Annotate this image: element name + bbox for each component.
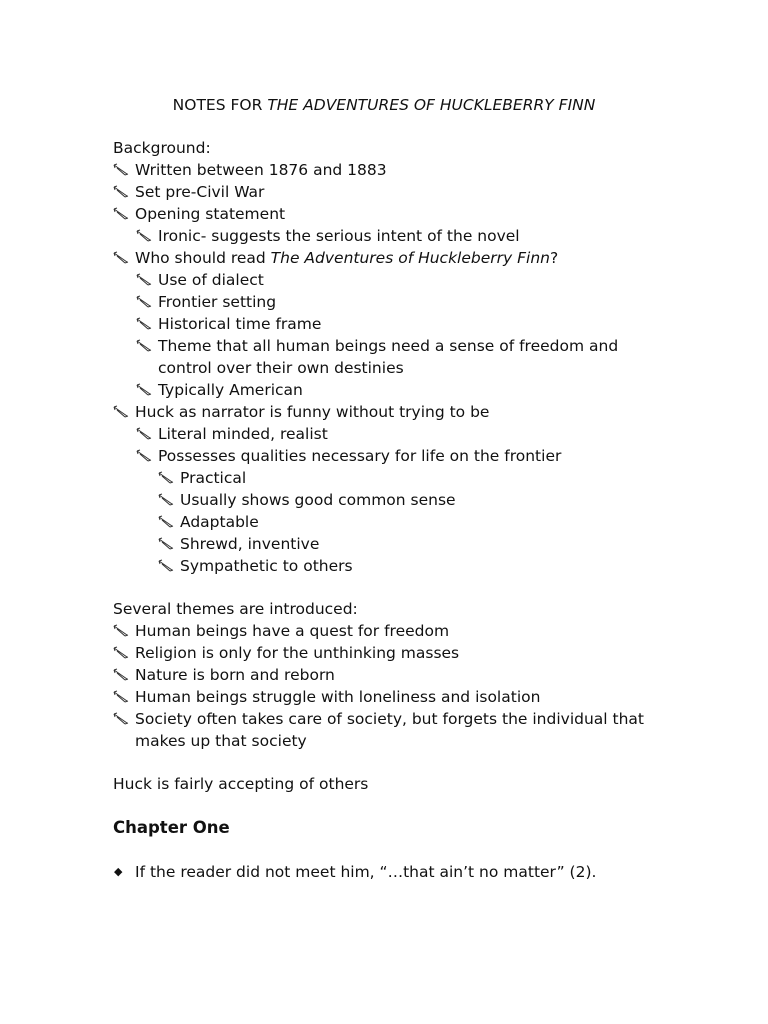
pen-bullet-icon xyxy=(113,405,129,419)
list-item: Ironic- suggests the serious intent of the novel xyxy=(158,227,520,245)
list-item-text: Who should read xyxy=(135,249,271,267)
list-item: Shrewd, inventive xyxy=(180,535,320,553)
list-item: Religion is only for the unthinking masses xyxy=(135,644,460,662)
list-item: Frontier setting xyxy=(158,293,277,311)
list-item: Society often takes care of society, but forgets the individual that xyxy=(135,710,644,728)
pen-bullet-icon xyxy=(136,339,152,353)
chapter-heading: Chapter One xyxy=(113,818,230,837)
list-item: Typically American xyxy=(158,381,303,399)
huck-note: Huck is fairly accepting of others xyxy=(113,775,369,793)
list-item: Possesses qualities necessary for life on the frontier xyxy=(158,447,562,465)
pen-bullet-icon xyxy=(113,185,129,199)
pen-bullet-icon xyxy=(113,690,129,704)
pen-bullet-icon xyxy=(136,317,152,331)
pen-bullet-icon xyxy=(158,515,174,529)
title-prefix: NOTES FOR xyxy=(172,96,268,114)
pen-bullet-icon xyxy=(136,229,152,243)
pen-bullet-icon xyxy=(136,273,152,287)
pen-bullet-icon xyxy=(113,624,129,638)
list-item: Historical time frame xyxy=(158,315,322,333)
pen-bullet-icon xyxy=(113,163,129,177)
list-item: Usually shows good common sense xyxy=(180,491,456,509)
list-item: Use of dialect xyxy=(158,271,264,289)
list-item: Written between 1876 and 1883 xyxy=(135,161,387,179)
list-item: Sympathetic to others xyxy=(180,557,353,575)
list-item: Huck as narrator is funny without trying to be xyxy=(135,403,490,421)
list-item: Human beings have a quest for freedom xyxy=(135,622,450,640)
pen-bullet-icon xyxy=(113,207,129,221)
page-title xyxy=(0,94,768,116)
list-item: Nature is born and reborn xyxy=(135,666,335,684)
pen-bullet-icon xyxy=(158,471,174,485)
list-item-continuation: makes up that society xyxy=(135,732,307,750)
pen-bullet-icon xyxy=(136,449,152,463)
list-item: Theme that all human beings need a sense of freedom and xyxy=(158,337,619,355)
pen-bullet-icon xyxy=(113,668,129,682)
pen-bullet-icon xyxy=(136,383,152,397)
themes-heading: Several themes are introduced: xyxy=(113,600,358,618)
pen-bullet-icon xyxy=(158,559,174,573)
list-item xyxy=(135,247,558,269)
background-heading: Background: xyxy=(113,139,211,157)
pen-bullet-icon xyxy=(136,295,152,309)
list-item-text: ? xyxy=(550,249,559,267)
pen-bullet-icon xyxy=(158,537,174,551)
list-item: Opening statement xyxy=(135,205,286,223)
list-item: Human beings struggle with loneliness and isolation xyxy=(135,688,541,706)
list-item: Literal minded, realist xyxy=(158,425,328,443)
pen-bullet-icon xyxy=(136,427,152,441)
list-item: Adaptable xyxy=(180,513,259,531)
list-item: Practical xyxy=(180,469,247,487)
list-item: Set pre-Civil War xyxy=(135,183,265,201)
diamond-bullet-icon: ◆ xyxy=(114,865,123,878)
title-book-name: THE ADVENTURES OF HUCKLEBERRY FINN xyxy=(267,96,596,114)
list-item: If the reader did not meet him, “…that ain’t no matter” (2). xyxy=(135,863,597,881)
list-item-continuation: control over their own destinies xyxy=(158,359,404,377)
book-title-italic: The Adventures of Huckleberry Finn xyxy=(270,249,550,267)
pen-bullet-icon xyxy=(113,646,129,660)
pen-bullet-icon xyxy=(113,251,129,265)
pen-bullet-icon xyxy=(158,493,174,507)
pen-bullet-icon xyxy=(113,712,129,726)
